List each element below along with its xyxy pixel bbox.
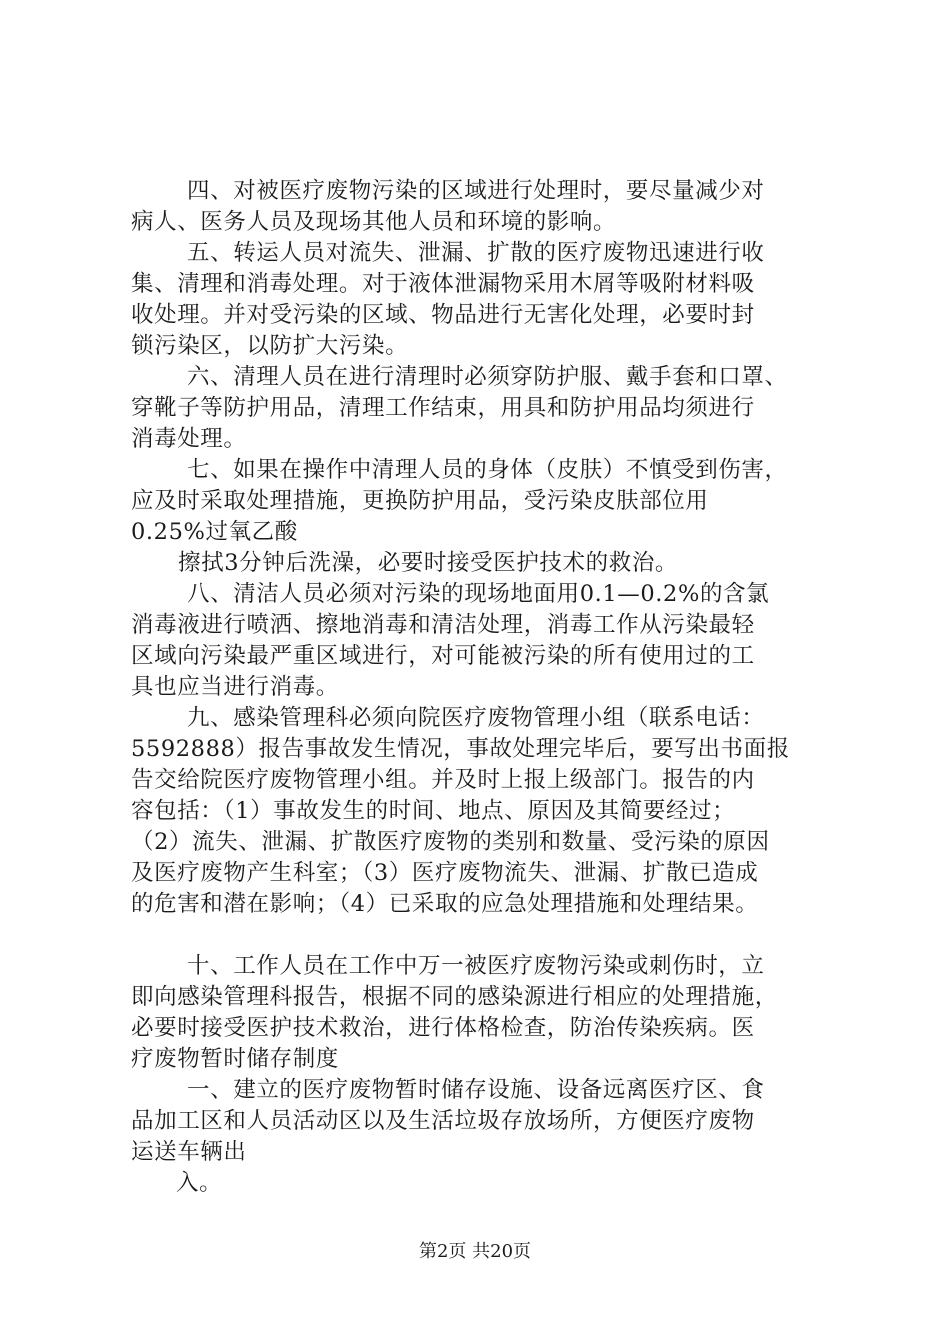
paragraph-7-line-4: 擦拭3分钟后洗澡，必要时接受医护技术的救治。	[178, 550, 679, 576]
paragraph-9-line-4: 容包括：（1）事故发生的时间、地点、原因及其简要经过；	[131, 798, 736, 824]
paragraph-10-line-3: 必要时接受医护技术救治，进行体格检查，防治传染疾病。医	[131, 1015, 755, 1041]
paragraph-5-line-3: 收处理。并对受污染的区域、物品进行无害化处理，必要时封	[131, 302, 755, 328]
paragraph-8-line-3: 区域向污染最严重区域进行，对可能被污染的所有使用过的工	[131, 643, 755, 669]
paragraph-9-line-1: 九、感染管理科必须向院医疗废物管理小组（联系电话：	[187, 705, 765, 731]
paragraph-7-line-1: 七、如果在操作中清理人员的身体（皮肤）不慎受到伤害，	[187, 457, 788, 483]
paragraph-10-line-4: 疗废物暂时储存制度	[131, 1046, 339, 1072]
paragraph-8-line-4: 具也应当进行消毒。	[131, 674, 339, 700]
storage-paragraph-1-line-1: 一、建立的医疗废物暂时储存设施、设备远离医疗区、食	[187, 1077, 765, 1103]
paragraph-9-line-5: （2）流失、泄漏、扩散医疗废物的类别和数量、受污染的原因	[131, 829, 770, 855]
paragraph-9-line-6: 及医疗废物产生科室；（3）医疗废物流失、泄漏、扩散已造成	[131, 860, 759, 886]
paragraph-7-line-3: 0.25%过氧乙酸	[131, 519, 298, 545]
paragraph-8-line-2: 消毒液进行喷洒、擦地消毒和清洁处理，消毒工作从污染最轻	[131, 612, 755, 638]
storage-paragraph-1-line-3: 运送车辆出	[131, 1139, 247, 1165]
paragraph-10-line-2: 即向感染管理科报告，根据不同的感染源进行相应的处理措施，	[131, 984, 778, 1010]
paragraph-6-line-2: 穿靴子等防护用品，清理工作结束，用具和防护用品均须进行	[131, 395, 755, 421]
paragraph-10-line-1: 十、工作人员在工作中万一被医疗废物污染或刺伤时，立	[187, 953, 765, 979]
paragraph-4-line-2: 病人、医务人员及现场其他人员和环境的影响。	[131, 209, 617, 235]
storage-paragraph-1-line-2: 品加工区和人员活动区以及生活垃圾存放场所，方便医疗废物	[131, 1108, 755, 1134]
paragraph-5-line-4: 锁污染区，以防扩大污染。	[131, 333, 409, 359]
paragraph-6-line-3: 消毒处理。	[131, 426, 247, 452]
paragraph-4-line-1: 四、对被医疗废物污染的区域进行处理时，要尽量减少对	[187, 178, 765, 204]
paragraph-9-line-2: 5592888）报告事故发生情况，事故处理完毕后，要写出书面报	[131, 736, 790, 762]
paragraph-5-line-1: 五、转运人员对流失、泄漏、扩散的医疗废物迅速进行收	[187, 240, 765, 266]
paragraph-9-line-3: 告交给院医疗废物管理小组。并及时上报上级部门。报告的内	[131, 767, 755, 793]
paragraph-6-line-1: 六、清理人员在进行清理时必须穿防护服、戴手套和口罩、	[187, 364, 788, 390]
paragraph-8-line-1: 八、清洁人员必须对污染的现场地面用0.1—0.2%的含氯	[187, 581, 770, 607]
paragraph-5-line-2: 集、清理和消毒处理。对于液体泄漏物采用木屑等吸附材料吸	[131, 271, 755, 297]
paragraph-9-line-7: 的危害和潜在影响；（4）已采取的应急处理措施和处理结果。	[131, 891, 759, 917]
paragraph-7-line-2: 应及时采取处理措施，更换防护用品，受污染皮肤部位用	[131, 488, 709, 514]
storage-paragraph-1-line-4: 入。	[176, 1170, 223, 1196]
page-number-footer: 第2页 共20页	[418, 1241, 532, 1262]
